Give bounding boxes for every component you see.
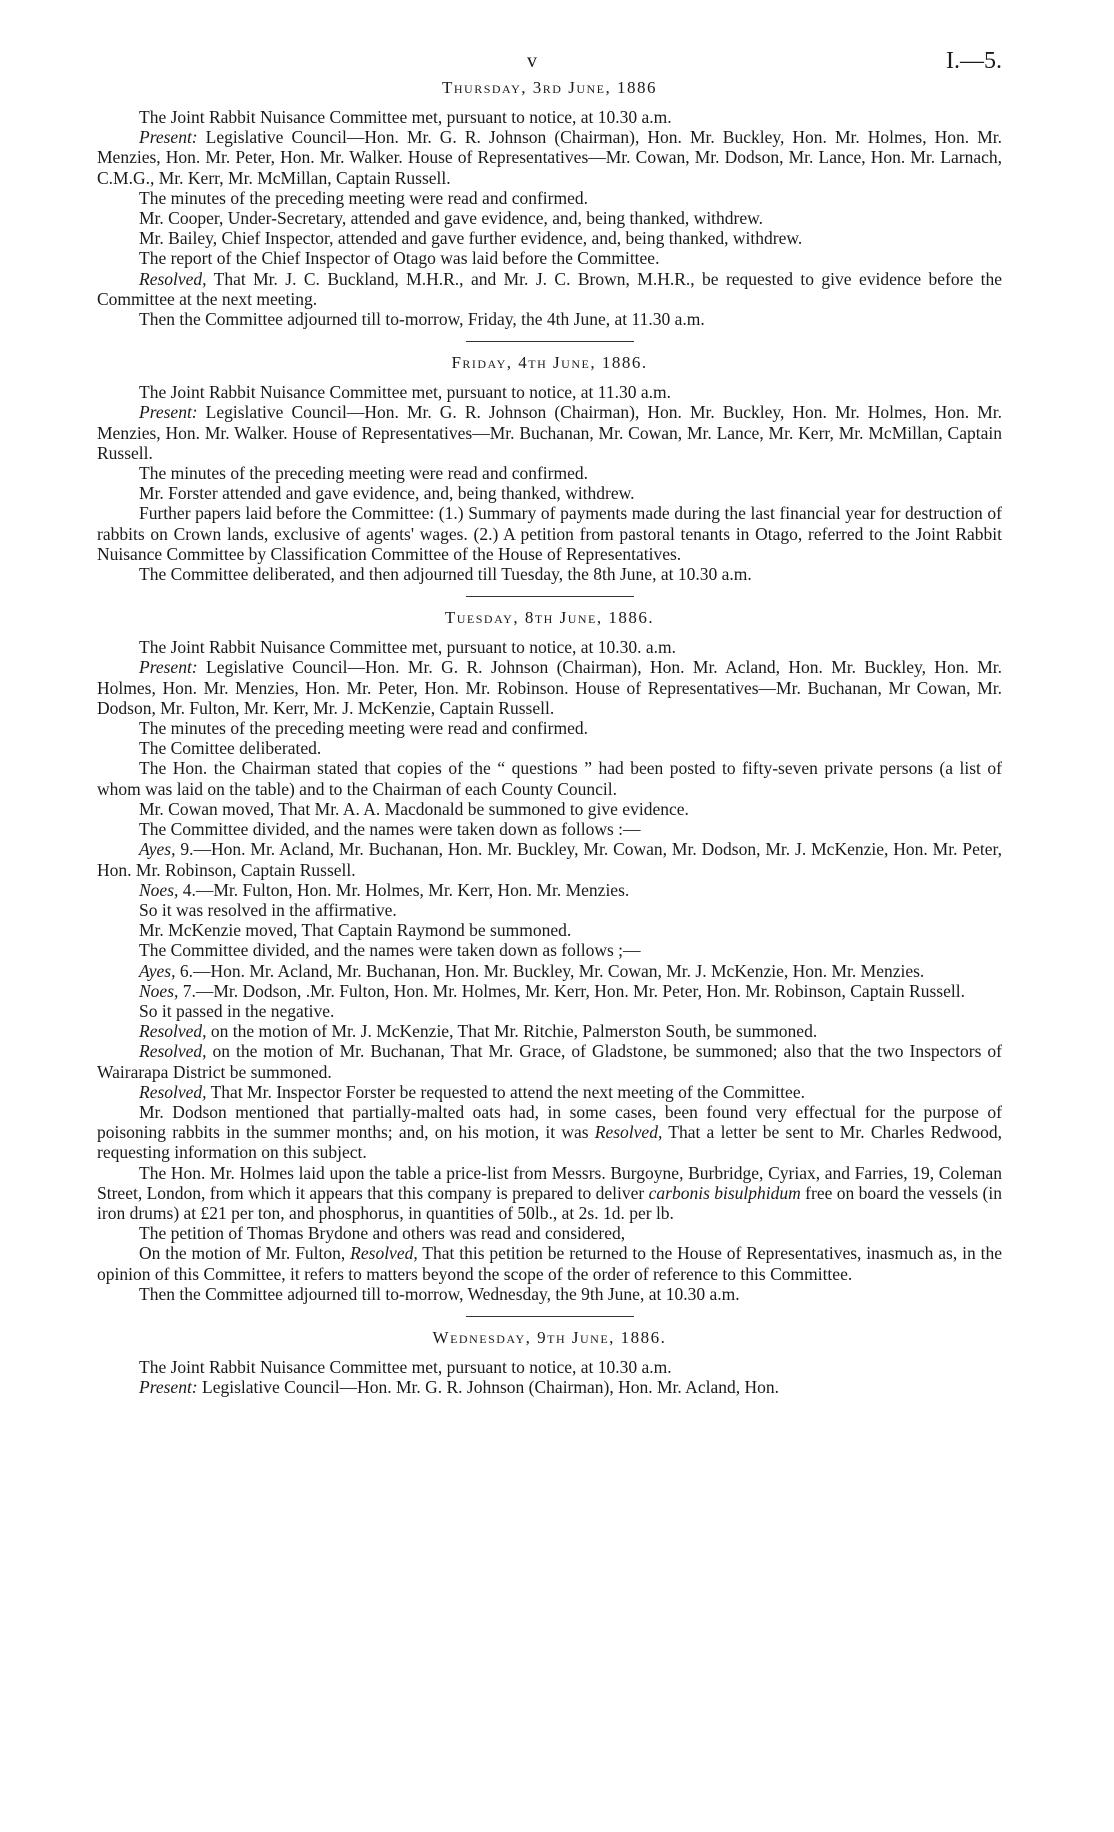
italic-run: Resolved, (139, 1041, 207, 1062)
minutes-paragraph (97, 269, 1002, 309)
text-run: The Joint Rabbit Nuisance Committee met, pursuant to notice, at 10.30. a.m. (139, 637, 677, 658)
minutes-paragraph (97, 1377, 1002, 1397)
minutes-paragraph (97, 1223, 1002, 1243)
text-run: The Hon. the Chairman stated that copies of the “ questions ” had been posted to fifty-seven private persons (a list of whom was laid on the table) and to the Chairman of each County Council. (97, 758, 1002, 799)
text-run: The Joint Rabbit Nuisance Committee met, pursuant to notice, at 10.30 a.m. (139, 107, 672, 127)
text-run: That Mr. Inspector Forster be requested to attend the next meeting of the Committee. (206, 1081, 805, 1102)
italic-run: Noes, (139, 980, 179, 1001)
text-run: The minutes of the preceding meeting were read and confirmed. (139, 463, 588, 484)
minutes-paragraph (97, 1243, 1002, 1283)
page-number: I.—5. (946, 48, 1002, 74)
text-run: The Committee deliberated, and then adjourned till Tuesday, the 8th June, at 10.30 a.m. (139, 564, 752, 585)
text-run: The Joint Rabbit Nuisance Committee met, pursuant to notice, at 10.30 a.m. (139, 1356, 672, 1377)
minutes-paragraph (97, 127, 1002, 188)
minutes-paragraph (97, 503, 1002, 564)
text-run: On the motion of Mr. Fulton, (139, 1243, 351, 1264)
minutes-paragraph (97, 483, 1002, 503)
document-page (97, 0, 1002, 1397)
section-divider (466, 341, 634, 342)
minutes-paragraph (97, 738, 1002, 758)
text-run: Mr. McKenzie moved, That Captain Raymond be summoned. (139, 920, 572, 941)
italic-run: Ayes, (139, 960, 176, 981)
minutes-paragraph (97, 208, 1002, 228)
minutes-paragraph (97, 839, 1002, 879)
text-run: So it was resolved in the affirmative. (139, 899, 397, 920)
running-head (97, 0, 1002, 78)
text-run: The minutes of the preceding meeting were read and confirmed. (139, 718, 588, 739)
minutes-paragraph (97, 463, 1002, 483)
text-run: on the motion of Mr. Buchanan, That Mr. Grace, of Gladstone, be summoned; also that the two Inspectors of Wairarapa District be summoned. (97, 1041, 1002, 1082)
italic-run: Present: (139, 127, 198, 148)
minutes-paragraph (97, 819, 1002, 839)
minutes-paragraph (97, 900, 1002, 920)
italic-run: carbonis bisulphidum (648, 1182, 801, 1203)
text-run: Legislative Council—Hon. Mr. G. R. Johnson (Chairman), Hon. Mr. Acland, Hon. Mr. Buckley, Hon. Mr. Holmes, Hon. Mr. Menzies, Hon. Mr. Peter, Hon. Mr. Robinson. House of Representatives—Mr. Buchanan, Mr Cowan, Mr. Dodson, Mr. Fulton, Mr. Kerr, Mr. J. McKenzie, Captain Russell. (97, 657, 1002, 718)
minutes-paragraph (97, 718, 1002, 738)
minutes-paragraph (97, 402, 1002, 463)
italic-run: Present: (139, 1377, 198, 1398)
minutes-paragraph (97, 1357, 1002, 1377)
minutes-paragraph (97, 1001, 1002, 1021)
text-run: The Joint Rabbit Nuisance Committee met, pursuant to notice, at 11.30 a.m. (139, 382, 672, 403)
minutes-paragraph (97, 1041, 1002, 1081)
meeting-section (97, 608, 1002, 1304)
text-run: Mr. Bailey, Chief Inspector, attended and gave further evidence, and, being thanked, withdrew. (139, 228, 803, 249)
italic-run: Present: (139, 657, 198, 678)
meetings-list (97, 78, 1002, 1397)
minutes-paragraph (97, 657, 1002, 718)
minutes-paragraph (97, 799, 1002, 819)
meeting-date-heading: Wednesday, 9th June, 1886. (432, 1327, 667, 1347)
text-run: Mr. Dodson mentioned that partially-malted oats had, in some cases, been found very effectual for the purpose of poisoning rabbits in the summer months; and, on his motion, it was (97, 1101, 1002, 1143)
text-run: Then the Committee adjourned till to-morrow, Wednesday, the 9th June, at 10.30 a.m. (139, 1283, 740, 1304)
text-run: Legislative Council—Hon. Mr. G. R. Johnson (Chairman), Hon. Mr. Buckley, Hon. Mr. Holmes, Hon. Mr. Menzies, Hon. Mr. Walker. House of Representatives—Mr. Buchanan, Mr. Cowan, Mr. Lance, Mr. Kerr, Mr. McMillan, Captain Russell. (97, 402, 1002, 463)
minutes-paragraph (97, 940, 1002, 960)
minutes-paragraph (97, 880, 1002, 900)
text-run: Legislative Council—Hon. Mr. G. R. Johnson (Chairman), Hon. Mr. Buckley, Hon. Mr. Holmes, Hon. Mr. Menzies, Hon. Mr. Peter, Hon. Mr. Walker. House of Representatives—Mr. Cowan, Mr. Dodson, Mr. Lance, Hon. Mr. Larnach, C.M.G., Mr. Kerr, Mr. McMillan, Captain Russell. (97, 127, 1002, 188)
minutes-paragraph (97, 920, 1002, 940)
text-run: The Committee divided, and the names were taken down as follows ;— (139, 940, 641, 961)
minutes-paragraph (97, 564, 1002, 584)
meeting-section (97, 353, 1002, 584)
text-run: That this petition be returned to the House of Representatives, inasmuch as, in the opinion of this Committee, it refers to matters beyond the scope of the order of reference to this Committee. (97, 1243, 1002, 1284)
text-run: Then the Committee adjourned till to-morrow, Friday, the 4th June, at 11.30 a.m. (139, 309, 705, 330)
text-run: So it passed in the negative. (139, 1000, 335, 1021)
text-run: Mr. Forster attended and gave evidence, and, being thanked, withdrew. (139, 483, 635, 504)
minutes-paragraph (97, 961, 1002, 981)
text-run: 6.—Hon. Mr. Acland, Mr. Buchanan, Hon. Mr. Buckley, Mr. Cowan, Mr. J. McKenzie, Hon. Mr. Menzies. (175, 960, 925, 981)
text-run: on the motion of Mr. J. McKenzie, That Mr. Ritchie, Palmerston South, be summoned. (206, 1021, 818, 1042)
italic-run: Present: (139, 402, 198, 423)
text-run: The minutes of the preceding meeting were read and confirmed. (139, 187, 588, 208)
text-run: Mr. Cooper, Under-Secretary, attended and gave evidence, and, being thanked, withdrew. (139, 208, 764, 229)
minutes-paragraph (97, 1163, 1002, 1224)
text-run: 9.—Hon. Mr. Acland, Mr. Buchanan, Hon. Mr. Buckley, Mr. Cowan, Mr. Dodson, Mr. J. McKenzie, Hon. Mr. Peter, Hon. Mr. Robinson, Captain Russell. (97, 839, 1002, 880)
minutes-paragraph (97, 309, 1002, 329)
text-run: 7.—Mr. Dodson, .Mr. Fulton, Hon. Mr. Holmes, Mr. Kerr, Hon. Mr. Peter, Hon. Mr. Robinson, Captain Russell. (178, 980, 965, 1001)
minutes-paragraph (97, 758, 1002, 798)
meeting-date-heading: Tuesday, 8th June, 1886. (444, 608, 655, 628)
text-run: That Mr. J. C. Buckland, M.H.R., and Mr. J. C. Brown, M.H.R., be requested to give evidence before the Committee at the next meeting. (97, 268, 1002, 309)
text-run: The Comittee deliberated. (139, 738, 322, 759)
minutes-paragraph (97, 1082, 1002, 1102)
text-run: The Hon. Mr. Holmes laid upon the table a price-list from Messrs. Burgoyne, Burbridge, Cyriax, and Farries, 19, Coleman Street, London, from which it appears that this company is prepared to deliver (97, 1162, 1002, 1203)
italic-run: Noes, (139, 879, 179, 900)
minutes-paragraph (97, 382, 1002, 402)
section-divider (466, 1316, 634, 1317)
italic-run: Resolved, (139, 1021, 207, 1042)
italic-run: Resolved, (594, 1122, 663, 1143)
minutes-paragraph (97, 1102, 1002, 1163)
meeting-section (97, 1328, 1002, 1397)
minutes-paragraph (97, 107, 1002, 127)
meeting-section (97, 78, 1002, 329)
minutes-paragraph (97, 248, 1002, 268)
minutes-paragraph (97, 637, 1002, 657)
text-run: That a letter be sent to Mr. Charles Redwood, requesting information on this subject. (97, 1122, 1002, 1163)
text-run: Mr. Cowan moved, That Mr. A. A. Macdonald be summoned to give evidence. (139, 798, 689, 819)
italic-run: Resolved, (139, 268, 207, 289)
italic-run: Resolved, (139, 1081, 207, 1102)
italic-run: Resolved, (350, 1243, 418, 1264)
text-run: Further papers laid before the Committee: (1.) Summary of payments made during the last financial year for destruction of rabbits on Crown lands, exclusive of agents' wages. (2.) A petition from pastoral tenants in Otago, referred to the Joint Rabbit Nuisance Committee by Classification Committee of the House of Representatives. (97, 503, 1002, 564)
text-run: The report of the Chief Inspector of Otago was laid before the Committee. (139, 248, 660, 269)
text-run: 4.—Mr. Fulton, Hon. Mr. Holmes, Mr. Kerr, Hon. Mr. Menzies. (178, 879, 630, 900)
minutes-paragraph (97, 1284, 1002, 1304)
section-divider (466, 596, 634, 597)
page-roman-numeral: v (527, 50, 537, 72)
minutes-paragraph (97, 1021, 1002, 1041)
minutes-paragraph (97, 188, 1002, 208)
text-run: The Committee divided, and the names were taken down as follows :— (139, 819, 641, 840)
minutes-paragraph (97, 228, 1002, 248)
meeting-date-heading: Friday, 4th June, 1886. (451, 353, 648, 373)
text-run: The petition of Thomas Brydone and others was read and considered, (139, 1223, 626, 1244)
text-run: free on board the vessels (in iron drums) at £21 per ton, and phosphorus, in quantities of 50lb., at 2s. 1d. per lb. (97, 1182, 1002, 1223)
minutes-paragraph (97, 981, 1002, 1001)
italic-run: Ayes, (139, 839, 176, 860)
text-run: Legislative Council—Hon. Mr. G. R. Johnson (Chairman), Hon. Mr. Acland, Hon. (197, 1377, 779, 1398)
meeting-date-heading: Thursday, 3rd June, 1886 (442, 78, 657, 97)
